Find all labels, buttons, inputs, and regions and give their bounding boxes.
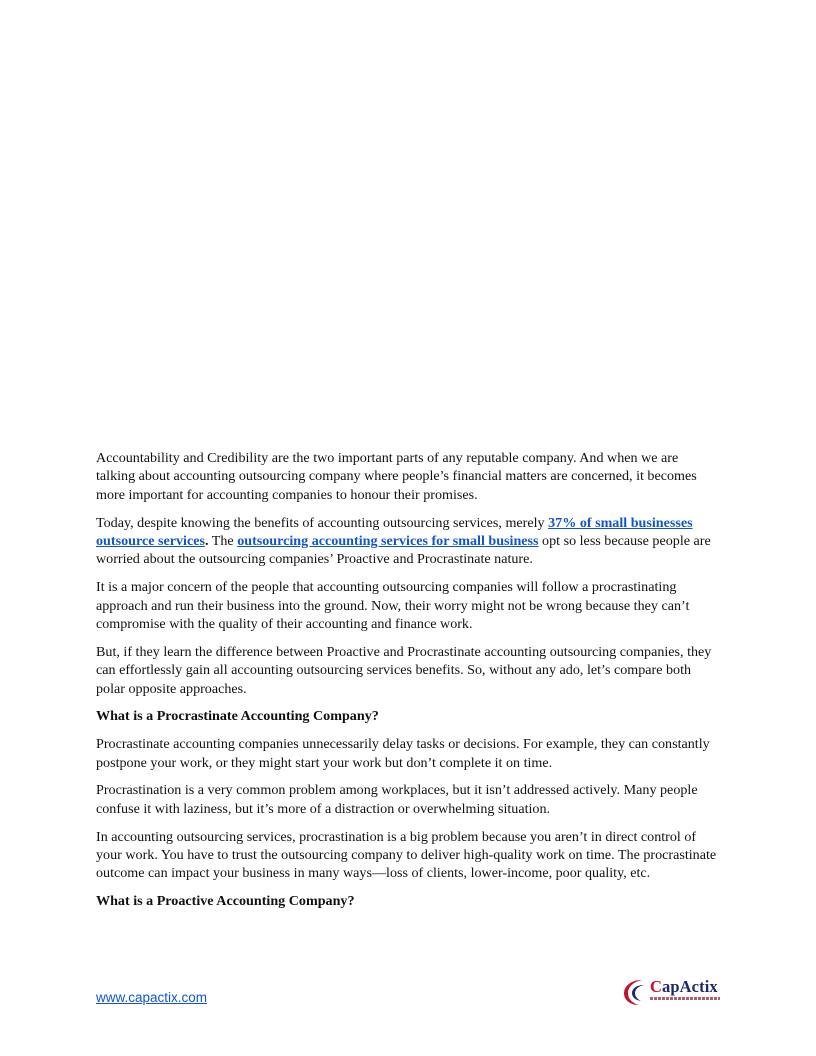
- paragraph-intro: Accountability and Credibility are the two important parts of any reputable company. And when we are talking about accounting outsourcing company where people’s financial matters are concerned, it becomes more important for accounting companies to honour their promises.: [96, 450, 697, 503]
- heading-proactive: What is a Proactive Accounting Company?: [96, 893, 355, 910]
- document-body: [96, 449, 720, 920]
- paragraph-procrastinate-definition: Procrastinate accounting companies unnecessarily delay tasks or decisions. For example, they can constantly postpone your work, or they might start your work but don’t complete it on time.: [96, 736, 710, 771]
- logo-letter-c: C: [650, 977, 663, 996]
- footer-website-link[interactable]: www.capactix.com: [96, 990, 208, 1005]
- paragraph-text: Today, despite knowing the benefits of accounting outsourcing services, merely: [96, 514, 549, 531]
- outsourcing-accounting-link[interactable]: outsourcing accounting services for small business: [237, 533, 539, 550]
- logo-wordmark-rest: apActix: [662, 977, 718, 996]
- capactix-logo: [622, 976, 722, 1008]
- heading-procrastinate: What is a Procrastinate Accounting Company?: [96, 708, 379, 725]
- paragraph-procrastination-impact: In accounting outsourcing services, procrastination is a big problem because you aren’t in direct control of your work. You have to trust the outsourcing company to deliver high-quality work on time. The procrastinate outcome can impact your business in many ways—loss of clients, lower-income, poor quality, etc.: [96, 828, 717, 882]
- small-business-statistics-link[interactable]: 37% of small businesses outsource services: [96, 514, 693, 550]
- bold-period: .: [204, 533, 209, 550]
- paragraph-text: The: [208, 533, 238, 550]
- capactix-swoosh-icon: [622, 977, 648, 1007]
- paragraph-procrastination-common: Procrastination is a very common problem among workplaces, but it isn’t addressed actively. Many people confuse it with laziness, but it’s more of a distraction or overwhelming situation.: [96, 782, 698, 817]
- paragraph-difference: But, if they learn the difference between Proactive and Procrastinate accounting outsourcing companies, they can effortlessly gain all accounting outsourcing services benefits. So, without any ado, let’s compare both polar opposite approaches.: [96, 643, 712, 697]
- paragraph-statistics: [96, 514, 720, 569]
- paragraph-text: opt so less because people are worried about the outsourcing companies’ Proactive and Procrastinate nature.: [96, 533, 711, 568]
- logo-tagline-decoration: [650, 997, 720, 1000]
- logo-wordmark: [650, 977, 718, 997]
- paragraph-concern: It is a major concern of the people that accounting outsourcing companies will follow a procrastinating approach and run their business into the ground. Now, their worry might not be wrong because they can’t compromise with the quality of their accounting and finance work.: [96, 579, 690, 633]
